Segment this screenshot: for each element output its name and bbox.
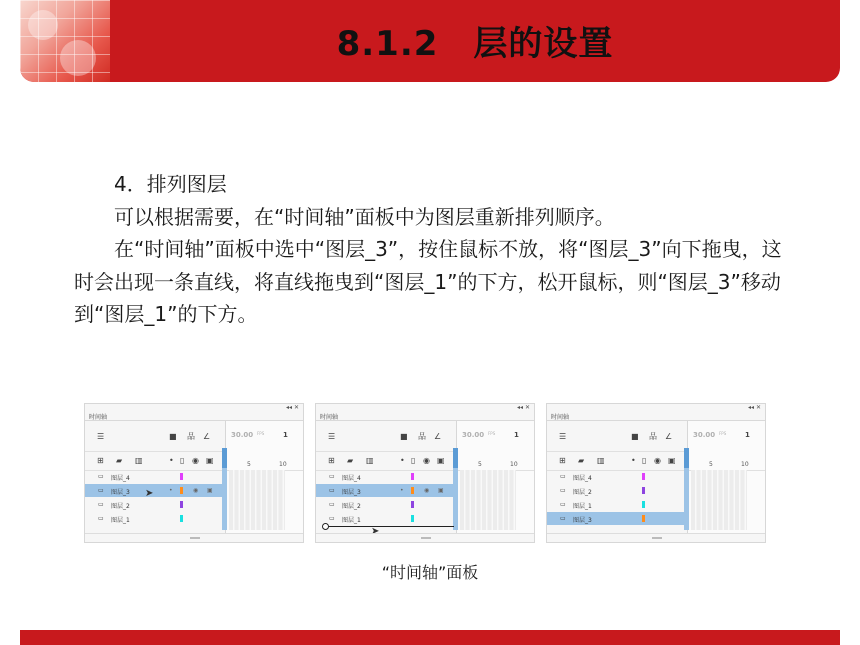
playhead[interactable]	[453, 448, 458, 530]
panel-title: 时间轴	[320, 414, 339, 421]
current-frame[interactable]: 1	[283, 431, 288, 439]
resize-handle[interactable]	[421, 537, 431, 539]
trash-icon[interactable]: ▥	[366, 456, 374, 465]
timeline-panel	[546, 403, 766, 543]
panel-title: 时间轴	[89, 414, 108, 421]
panel-controls[interactable]: ◂◂ ✕	[517, 404, 530, 411]
layer-icon: ▭	[98, 501, 104, 508]
mouse-cursor-icon: ➤	[145, 488, 154, 499]
graph-icon[interactable]: ∠	[434, 432, 442, 441]
layer-color-swatch	[180, 515, 183, 522]
dot-icon: •	[400, 487, 404, 494]
hierarchy-icon[interactable]: 品	[649, 432, 657, 441]
current-frame[interactable]: 1	[745, 431, 750, 439]
layer-name: 图层_2	[342, 503, 361, 510]
body-text	[74, 168, 794, 331]
eye-icon[interactable]: ◉	[193, 487, 199, 494]
playhead[interactable]	[222, 448, 227, 530]
layer-color-swatch	[411, 515, 414, 522]
layer-name: 图层_1	[342, 517, 361, 524]
timeline-panel	[315, 403, 535, 543]
layer-row[interactable]	[85, 498, 225, 511]
frame-ruler[interactable]	[227, 452, 303, 471]
layer-icon: ▭	[98, 515, 104, 522]
outline-icon[interactable]: ▯	[642, 456, 647, 465]
trash-icon[interactable]: ▥	[135, 456, 143, 465]
graph-icon[interactable]: ∠	[665, 432, 673, 441]
fps-unit: FPS	[257, 431, 265, 436]
layers-icon: ☰	[97, 432, 105, 441]
layer-row[interactable]	[316, 484, 456, 497]
frame-ruler[interactable]	[458, 452, 534, 471]
layers-icon: ☰	[559, 432, 567, 441]
layer-color-swatch	[642, 473, 645, 480]
layer-name: 图层_2	[573, 489, 592, 496]
outline-icon[interactable]: ▯	[180, 456, 185, 465]
layer-name: 图层_2	[111, 503, 130, 510]
layer-icon: ▭	[329, 487, 335, 494]
lock-icon[interactable]: ▣	[207, 487, 213, 494]
decorative-image	[20, 0, 110, 82]
layer-row[interactable]	[316, 470, 456, 483]
add-layer-icon[interactable]: ⊞	[328, 456, 335, 465]
playhead[interactable]	[684, 448, 689, 530]
resize-handle[interactable]	[652, 537, 662, 539]
fps-value[interactable]: 30.00	[231, 431, 254, 439]
layer-name: 图层_4	[573, 475, 592, 482]
hierarchy-icon[interactable]: 品	[418, 432, 426, 441]
camera-icon[interactable]: ■	[400, 432, 408, 441]
panel-controls[interactable]: ◂◂ ✕	[748, 404, 761, 411]
dot-icon[interactable]: •	[169, 456, 174, 465]
timeline-panel	[84, 403, 304, 543]
layer-name: 图层_3	[342, 489, 361, 496]
layer-color-swatch	[411, 501, 414, 508]
folder-icon[interactable]: ▰	[347, 456, 354, 465]
dot-icon: •	[169, 487, 173, 494]
layer-row[interactable]	[547, 484, 687, 497]
eye-icon[interactable]: ◉	[424, 487, 430, 494]
layer-name: 图层_1	[573, 503, 592, 510]
trash-icon[interactable]: ▥	[597, 456, 605, 465]
resize-handle[interactable]	[190, 537, 200, 539]
eye-icon[interactable]: ◉	[654, 456, 661, 465]
eye-icon[interactable]: ◉	[423, 456, 430, 465]
folder-icon[interactable]: ▰	[116, 456, 123, 465]
layer-icon: ▭	[560, 487, 566, 494]
layer-row[interactable]	[547, 498, 687, 511]
layer-icon: ▭	[329, 515, 335, 522]
layer-row[interactable]	[85, 484, 225, 497]
lock-icon[interactable]: ▣	[438, 487, 444, 494]
panel-controls[interactable]: ◂◂ ✕	[286, 404, 299, 411]
camera-icon[interactable]: ■	[631, 432, 639, 441]
frame-ruler[interactable]	[689, 452, 765, 471]
layer-color-swatch	[642, 487, 645, 494]
layer-row[interactable]	[547, 512, 687, 525]
layer-color-swatch	[180, 487, 183, 494]
layer-row[interactable]	[85, 470, 225, 483]
layer-icon: ▭	[98, 487, 104, 494]
layers-icon: ☰	[328, 432, 336, 441]
hierarchy-icon[interactable]: 品	[187, 432, 195, 441]
fps-value[interactable]: 30.00	[693, 431, 716, 439]
add-layer-icon[interactable]: ⊞	[97, 456, 104, 465]
layer-color-swatch	[180, 501, 183, 508]
fps-value[interactable]: 30.00	[462, 431, 485, 439]
layer-row[interactable]	[547, 470, 687, 483]
ruler-label: 10	[741, 461, 749, 468]
layer-row[interactable]	[316, 498, 456, 511]
ruler-label: 5	[478, 461, 482, 468]
footer-bar	[20, 630, 840, 645]
eye-icon[interactable]: ◉	[192, 456, 199, 465]
fps-unit: FPS	[488, 431, 496, 436]
drag-indicator-line	[326, 526, 454, 527]
graph-icon[interactable]: ∠	[203, 432, 211, 441]
layer-name: 图层_4	[342, 475, 361, 482]
figure-caption: “时间轴”面板	[381, 563, 479, 582]
paragraph-1: 可以根据需要，在“时间轴”面板中为图层重新排列顺序。	[114, 204, 615, 229]
layer-name: 图层_4	[111, 475, 130, 482]
camera-icon[interactable]: ■	[169, 432, 177, 441]
page-title: 8.1.2 层的设置	[336, 24, 614, 64]
layer-name: 图层_3	[111, 489, 130, 496]
section-heading: 4．排列图层	[114, 172, 227, 196]
layer-color-swatch	[411, 487, 414, 494]
folder-icon[interactable]: ▰	[578, 456, 585, 465]
lock-icon[interactable]: ▣	[206, 456, 214, 465]
lock-icon[interactable]: ▣	[668, 456, 676, 465]
mouse-cursor-icon: ➤	[371, 526, 380, 537]
layer-row[interactable]	[316, 512, 456, 525]
fps-unit: FPS	[719, 431, 727, 436]
layer-icon: ▭	[560, 501, 566, 508]
layer-icon: ▭	[560, 473, 566, 480]
layer-row[interactable]	[85, 512, 225, 525]
ruler-label: 5	[709, 461, 713, 468]
current-frame[interactable]: 1	[514, 431, 519, 439]
outline-icon[interactable]: ▯	[411, 456, 416, 465]
layer-icon: ▭	[329, 473, 335, 480]
layer-color-swatch	[180, 473, 183, 480]
timeline-figures	[84, 403, 776, 543]
layer-color-swatch	[642, 515, 645, 522]
layer-name: 图层_3	[573, 517, 592, 524]
dot-icon[interactable]: •	[631, 456, 636, 465]
add-layer-icon[interactable]: ⊞	[559, 456, 566, 465]
ruler-label: 10	[279, 461, 287, 468]
layer-icon: ▭	[329, 501, 335, 508]
ruler-label: 5	[247, 461, 251, 468]
layer-color-swatch	[642, 501, 645, 508]
layer-name: 图层_1	[111, 517, 130, 524]
panel-title: 时间轴	[551, 414, 570, 421]
dot-icon[interactable]: •	[400, 456, 405, 465]
ruler-label: 10	[510, 461, 518, 468]
lock-icon[interactable]: ▣	[437, 456, 445, 465]
layer-color-swatch	[411, 473, 414, 480]
layer-icon: ▭	[560, 515, 566, 522]
layer-icon: ▭	[98, 473, 104, 480]
header-banner	[20, 0, 840, 82]
paragraph-2: 在“时间轴”面板中选中“图层_3”，按住鼠标不放，将“图层_3”向下拖曳，这时会出现一条直线，将直线拖曳到“图层_1”的下方，松开鼠标，则“图层_3”移动到“图层_1”的下方。	[74, 237, 782, 326]
